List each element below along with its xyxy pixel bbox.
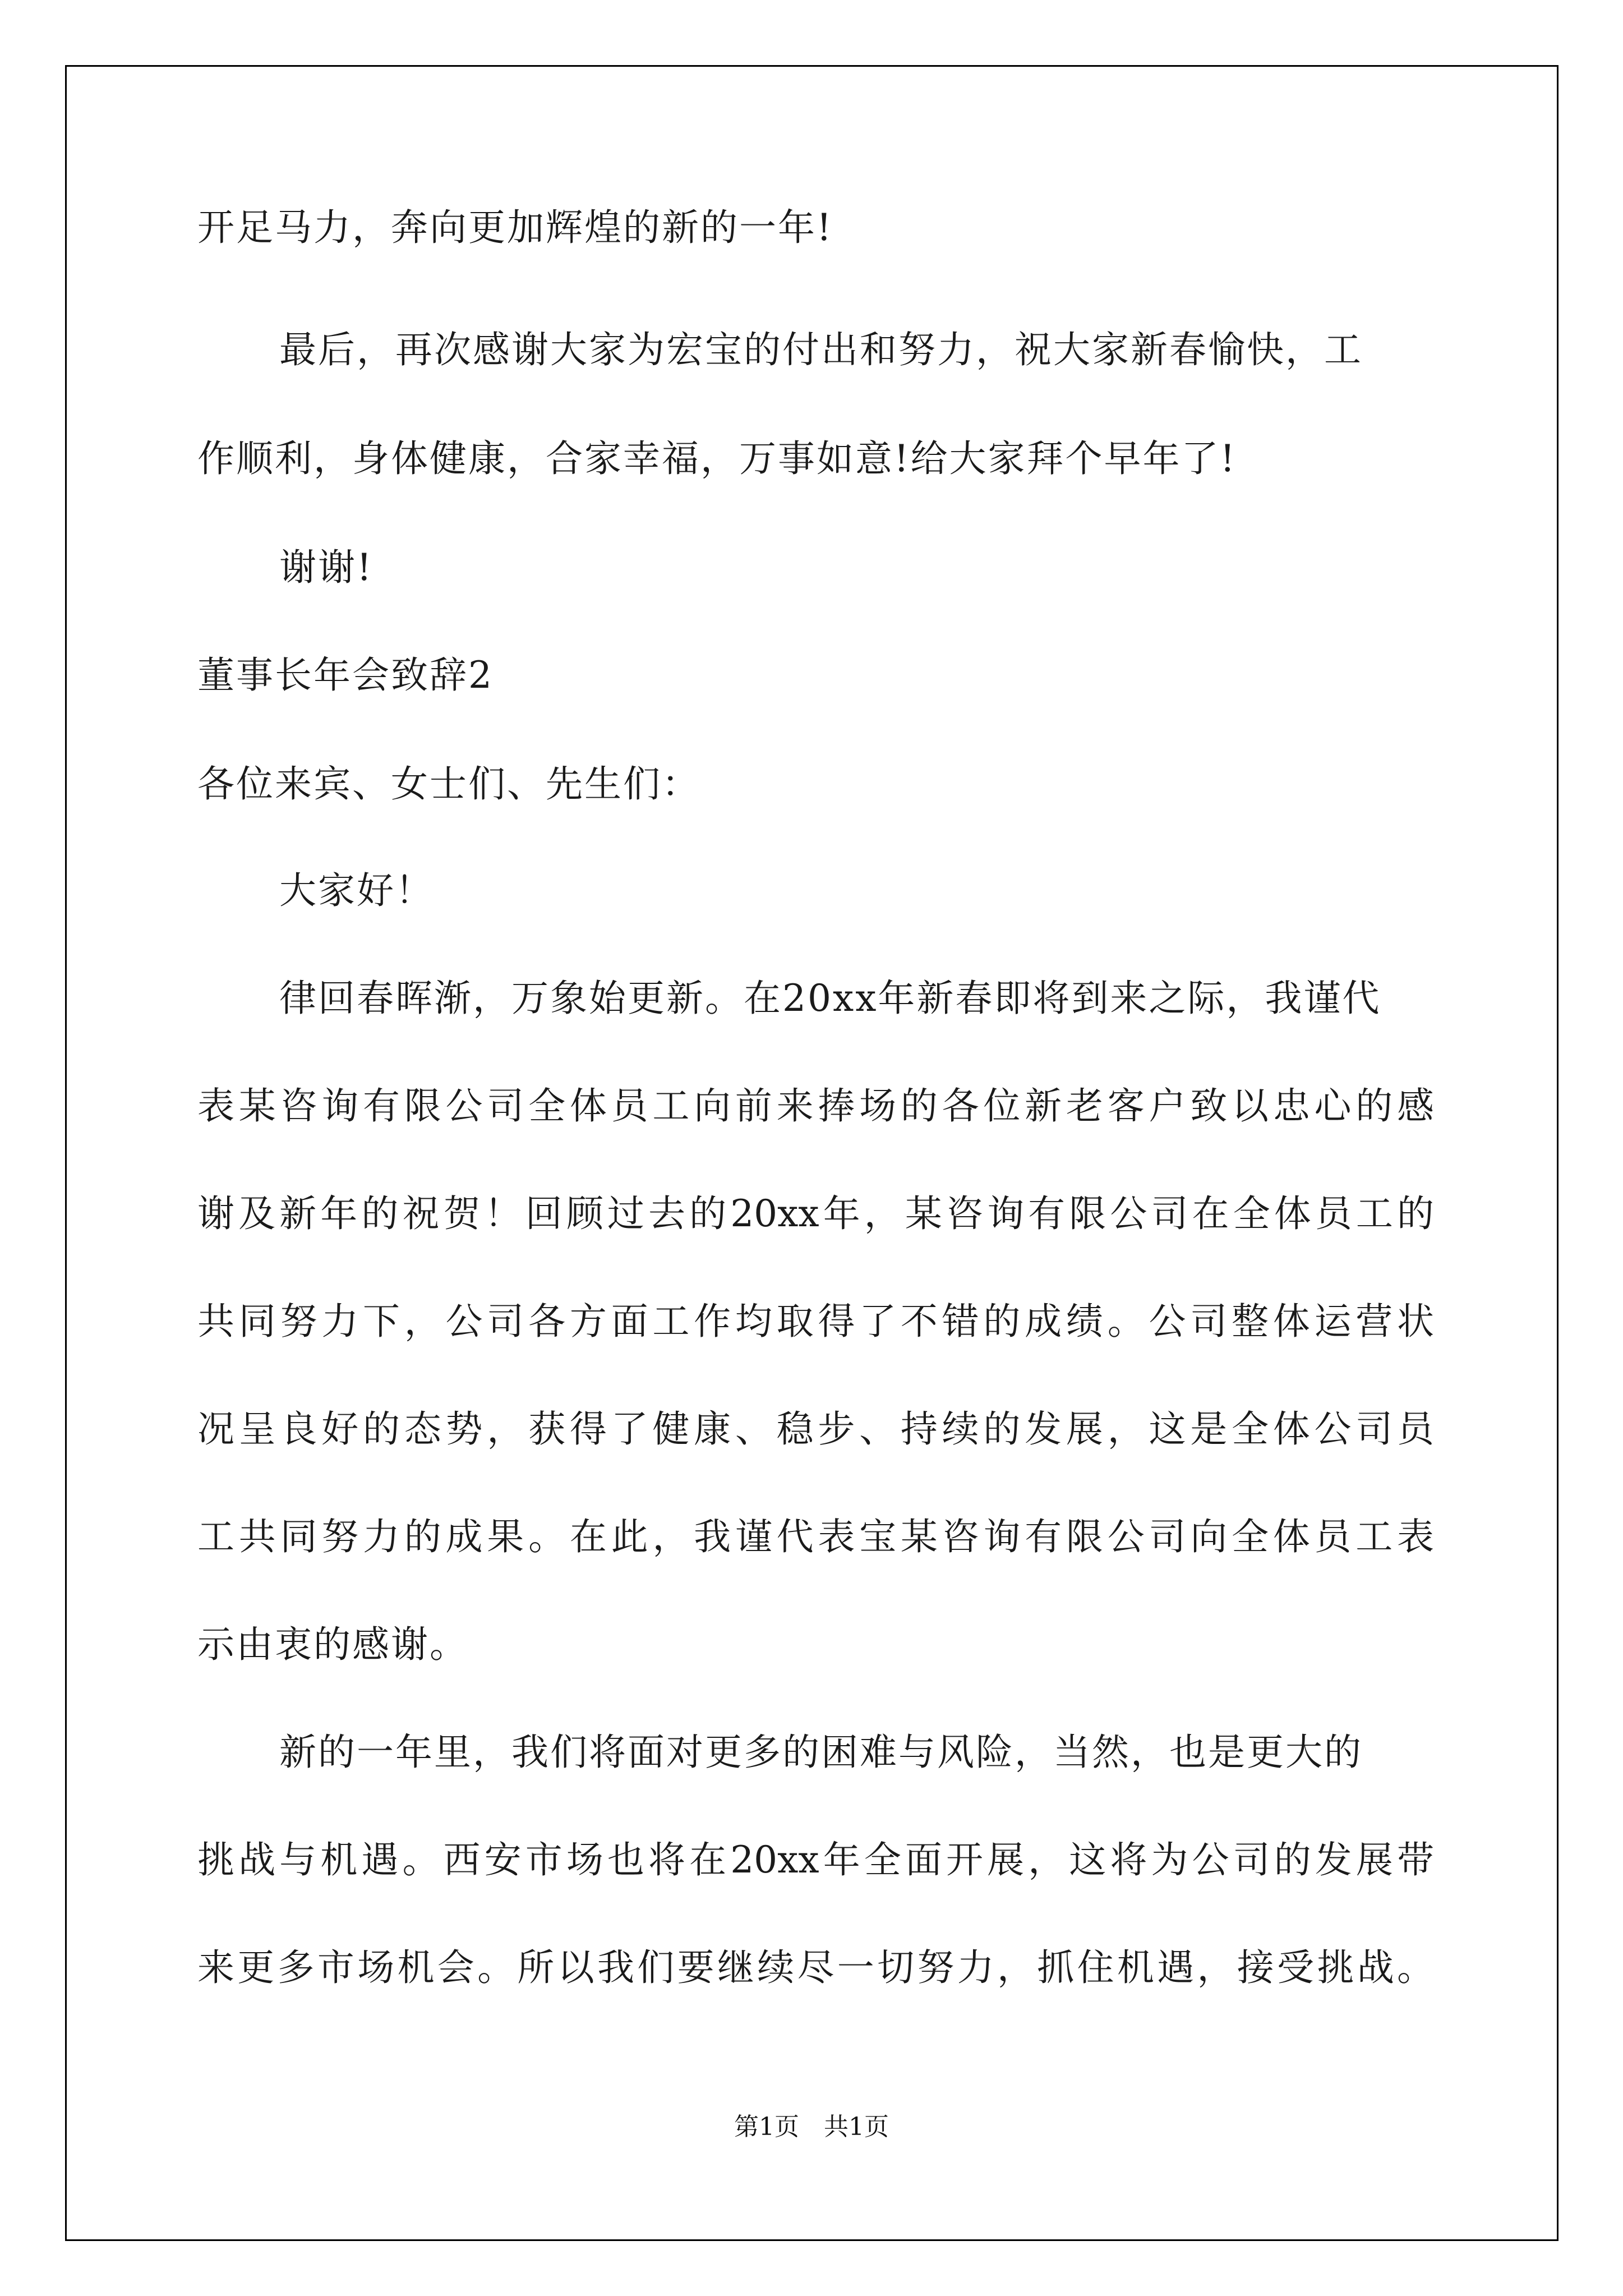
paragraph-line: 最后，再次感谢大家为宏宝的付出和努力，祝大家新春愉快，工 xyxy=(279,328,1363,371)
paragraph-line: 作顺利，身体健康，合家幸福，万事如意!给大家拜个早年了! xyxy=(197,437,1237,480)
paragraph-line: 律回春晖渐，万象始更新。在20xx年新春即将到来之际，我谨代 xyxy=(279,977,1381,1020)
paragraph-line: 共同努力下，公司各方面工作均取得了不错的成绩。公司整体运营状 xyxy=(197,1300,1434,1343)
paragraph-line: 工共同努力的成果。在此，我谨代表宝某咨询有限公司向全体员工表 xyxy=(197,1515,1434,1558)
paragraph-line: 况呈良好的态势，获得了健康、稳步、持续的发展，这是全体公司员 xyxy=(197,1407,1434,1451)
paragraph-line: 开足马力，奔向更加辉煌的新的一年! xyxy=(197,206,833,249)
greeting: 大家好！ xyxy=(279,869,434,912)
paragraph-line: 挑战与机遇。西安市场也将在20xx年全面开展，这将为公司的发展带 xyxy=(197,1838,1434,1881)
section-heading: 董事长年会致辞2 xyxy=(197,654,494,697)
page-border xyxy=(65,65,1559,2241)
paragraph-line: 谢谢! xyxy=(279,546,374,589)
page-footer: 第1页 共1页 xyxy=(734,2113,889,2141)
paragraph-line: 新的一年里，我们将面对更多的困难与风险，当然，也是更大的 xyxy=(279,1731,1363,1774)
paragraph-line: 来更多市场机会。所以我们要继续尽一切努力，抓住机遇，接受挑战。 xyxy=(197,1946,1434,1989)
salutation: 各位来宾、女士们、先生们： xyxy=(197,762,700,806)
paragraph-line: 表某咨询有限公司全体员工向前来捧场的各位新老客户致以忠心的感 xyxy=(197,1084,1434,1128)
paragraph-line: 示由衷的感谢。 xyxy=(197,1623,468,1666)
paragraph-line: 谢及新年的祝贺！回顾过去的20xx年，某咨询有限公司在全体员工的 xyxy=(197,1192,1434,1235)
